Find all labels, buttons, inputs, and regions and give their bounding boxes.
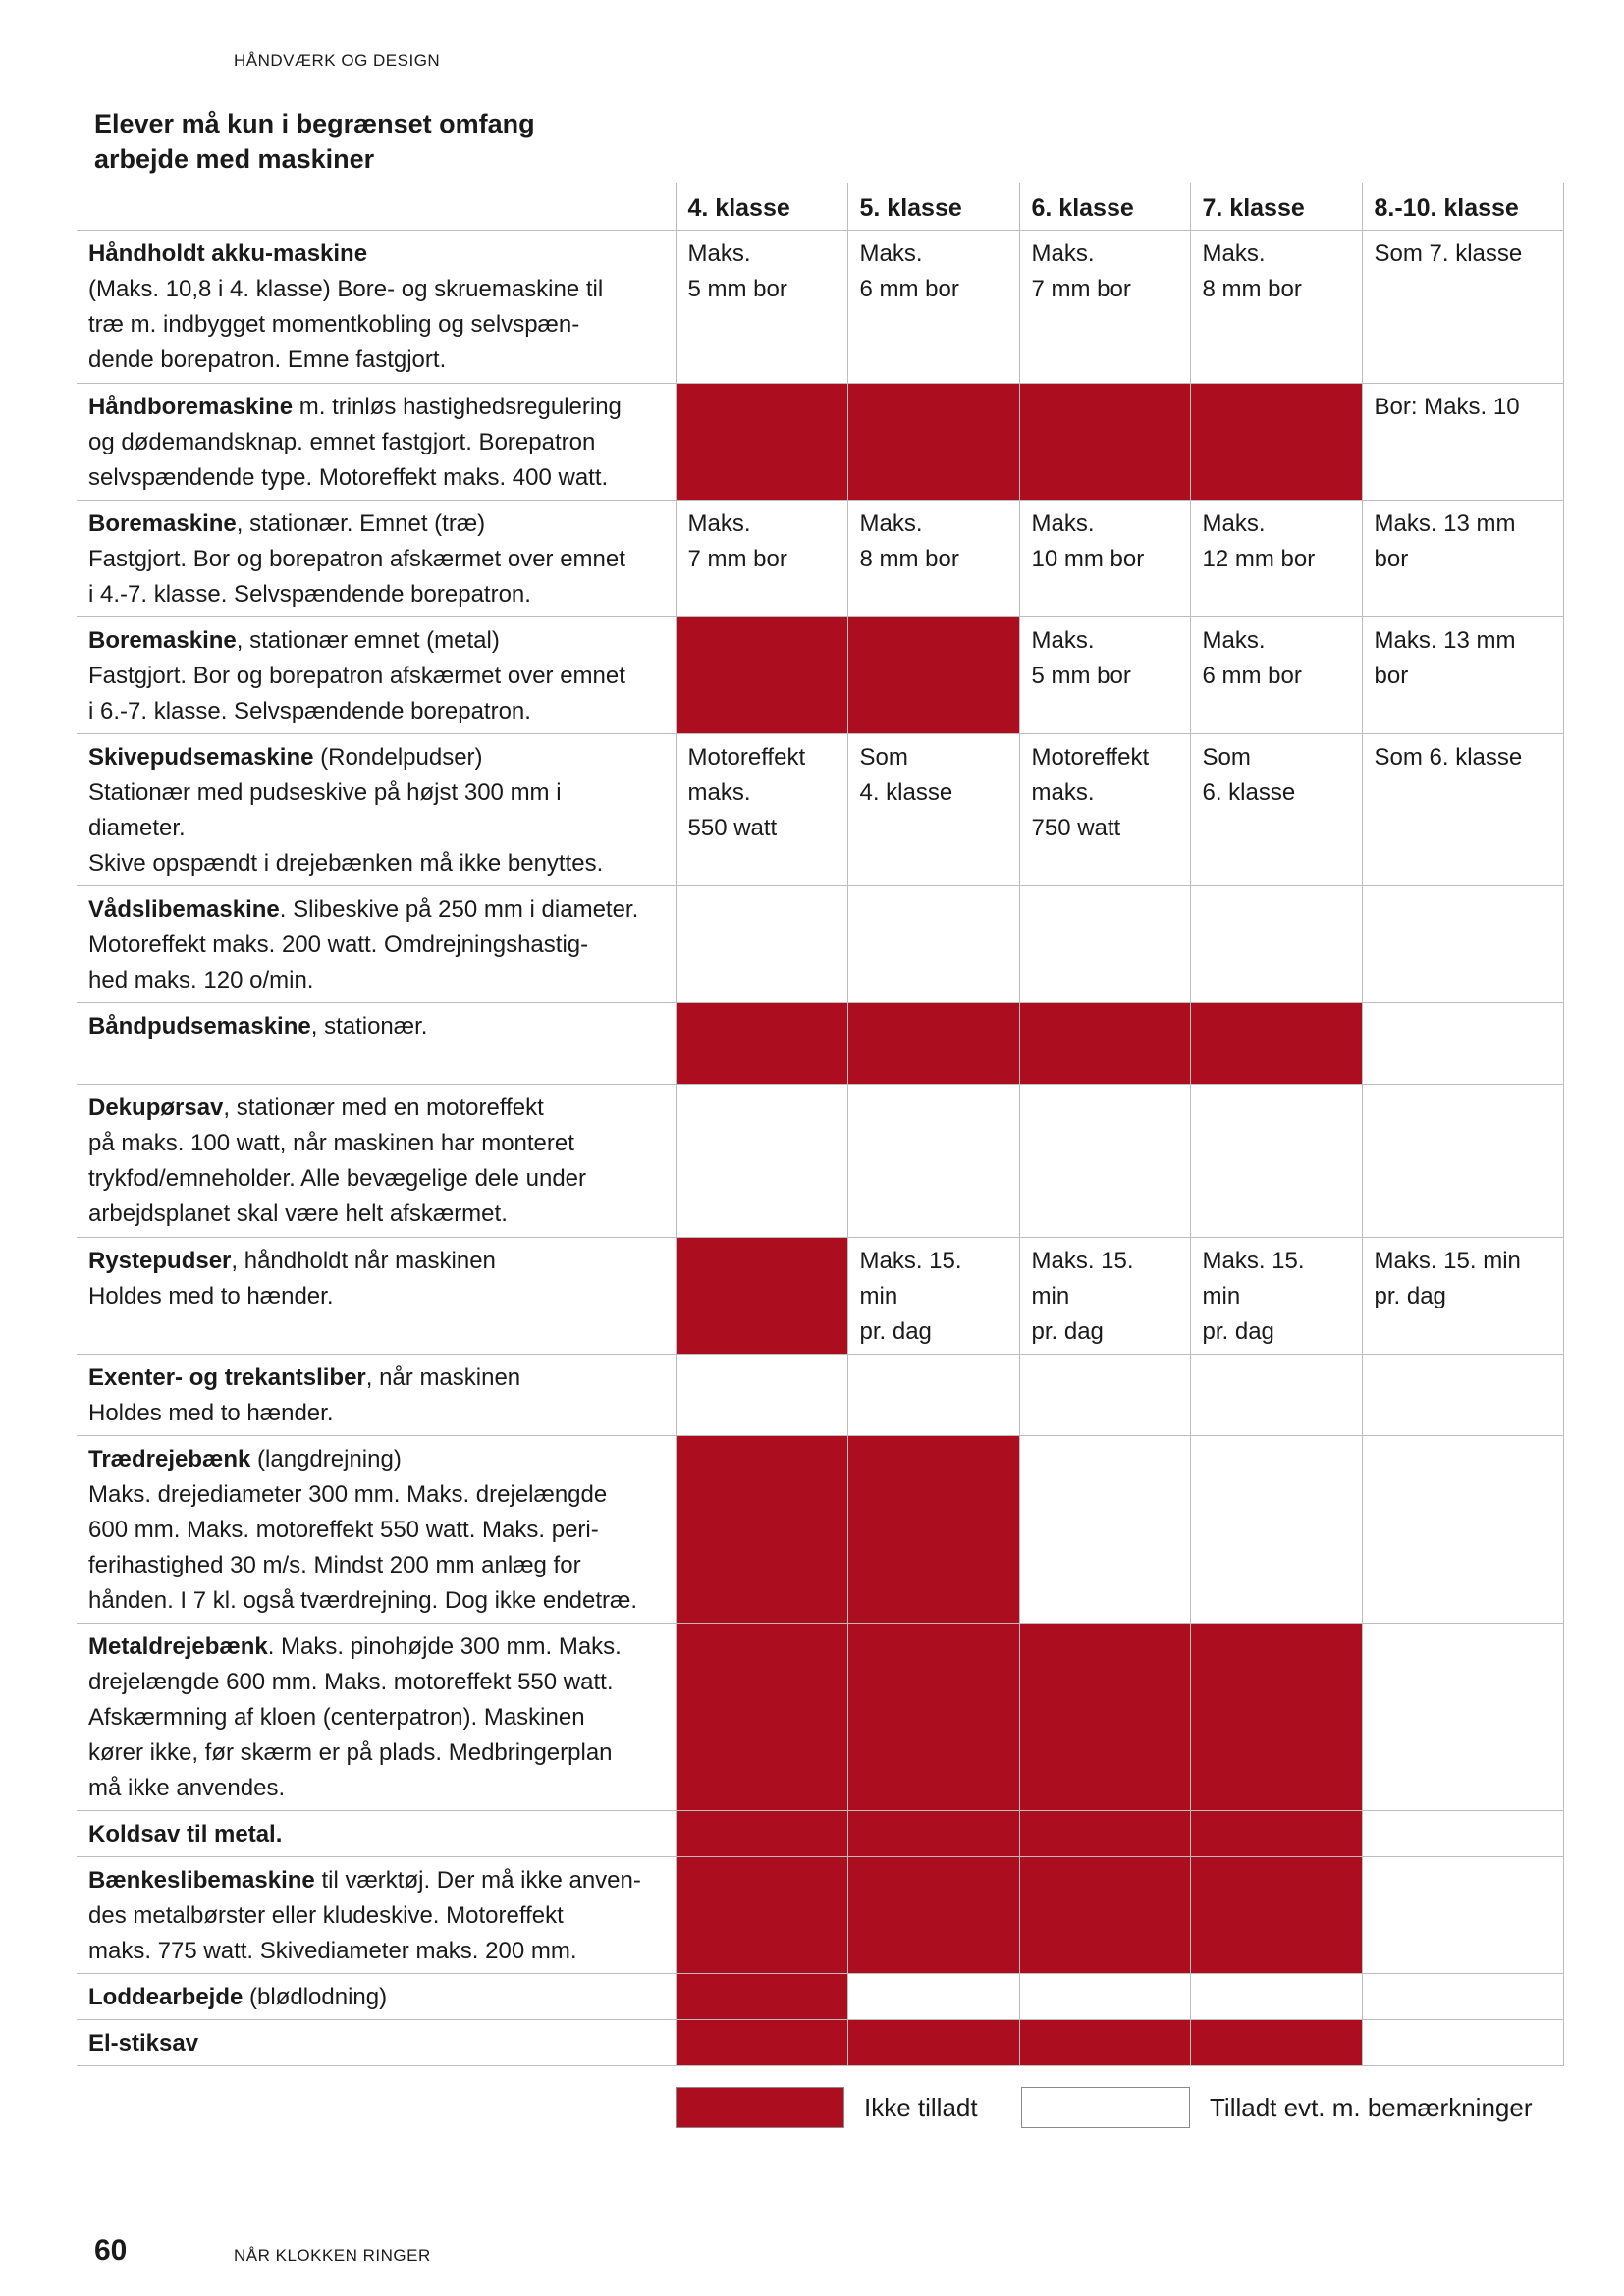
page-title — [94, 106, 644, 177]
cell-text-line: Maks. 15. — [1031, 1248, 1134, 1274]
machine-name: Loddearbejde — [88, 1984, 244, 2010]
allowed-cell — [676, 231, 847, 384]
allowed-cell — [1362, 617, 1563, 734]
column-header: 8.-10. klasse — [1362, 183, 1563, 231]
machine-desc-line: Stationær med pudseskive på højst 300 mm i — [88, 779, 562, 806]
machine-desc-line: Fastgjort. Bor og borepatron afskærmet over emnet — [88, 546, 625, 572]
allowed-cell — [676, 734, 847, 886]
machine-description — [77, 384, 676, 501]
table-row — [77, 384, 1563, 501]
not-allowed-cell — [1019, 1811, 1190, 1857]
cell-text-line: pr. dag — [1202, 1318, 1274, 1345]
cell-text-line: 5 mm bor — [687, 276, 787, 302]
machine-name: Boremaskine — [88, 510, 237, 537]
table-body — [77, 231, 1563, 2066]
machine-desc-line: hånden. I 7 kl. også tværdrejning. Dog ikke endetræ. — [88, 1587, 637, 1614]
machine-desc-first-line: m. trinløs hastighedsregulering — [293, 394, 622, 420]
allowed-cell — [1362, 1857, 1563, 1974]
column-header: 4. klasse — [676, 183, 847, 231]
cell-text-line: Maks. — [687, 510, 751, 537]
allowed-cell — [1362, 1811, 1563, 1857]
machine-desc-first-line: (Rondelpudser) — [313, 744, 483, 771]
machine-rules-table — [77, 183, 1564, 2066]
allowed-cell — [1362, 1436, 1563, 1624]
not-allowed-cell — [676, 1811, 847, 1857]
table-row — [77, 1857, 1563, 1974]
cell-text-line: min — [1202, 1283, 1241, 1309]
machine-name: Exenter- og trekantsliber — [88, 1364, 366, 1391]
machine-desc-line: Afskærmning af kloen (centerpatron). Maskinen — [88, 1704, 585, 1731]
legend-swatch-not-allowed — [676, 2087, 844, 2128]
column-header: 5. klasse — [847, 183, 1019, 231]
not-allowed-cell — [676, 1974, 847, 2020]
machine-name: Koldsav til metal. — [88, 1821, 283, 1847]
cell-text-line: 10 mm bor — [1031, 546, 1145, 572]
allowed-cell — [1190, 1974, 1362, 2020]
machine-name: Båndpudsemaskine — [88, 1013, 311, 1040]
table-row — [77, 2020, 1563, 2066]
allowed-cell — [1019, 886, 1190, 1003]
cell-text-line: Maks. 13 mm — [1374, 510, 1516, 537]
machine-desc-line: drejelængde 600 mm. Maks. motoreffekt 550 watt. — [88, 1669, 614, 1695]
table-row — [77, 1811, 1563, 1857]
machine-desc-line: Motoreffekt maks. 200 watt. Omdrejningshastig- — [88, 932, 589, 958]
allowed-cell — [1362, 231, 1563, 384]
allowed-cell — [1190, 1238, 1362, 1355]
not-allowed-cell — [676, 617, 847, 734]
table-row — [77, 1436, 1563, 1624]
machine-desc-first-line: . Maks. pinohøjde 300 mm. Maks. — [267, 1633, 622, 1660]
not-allowed-cell — [1190, 1624, 1362, 1811]
not-allowed-cell — [1190, 1811, 1362, 1857]
table-row — [77, 1085, 1563, 1238]
machine-desc-first-line: . Slibeskive på 250 mm i diameter. — [279, 896, 639, 923]
machine-desc-line: selvspændende type. Motoreffekt maks. 400 watt. — [88, 464, 609, 491]
cell-text-line: 6 mm bor — [859, 276, 959, 302]
cell-text-line: 7 mm bor — [687, 546, 787, 572]
legend-label-not-allowed: Ikke tilladt — [864, 2093, 978, 2122]
cell-text-line: bor — [1374, 546, 1409, 572]
machine-name: Skivepudsemaskine — [88, 744, 314, 771]
machine-description — [77, 501, 676, 617]
allowed-cell — [1019, 1436, 1190, 1624]
allowed-cell — [847, 1085, 1019, 1238]
not-allowed-cell — [847, 1857, 1019, 1974]
cell-text-line: Maks. 13 mm — [1374, 627, 1516, 654]
table-row — [77, 886, 1563, 1003]
not-allowed-cell — [676, 1003, 847, 1085]
title-line-2: arbejde med maskiner — [94, 144, 375, 174]
cell-text-line: Som — [859, 744, 908, 771]
cell-text-line: Motoreffekt — [1031, 744, 1150, 771]
allowed-cell — [1190, 734, 1362, 886]
machine-desc-first-line: , stationær. — [310, 1013, 428, 1040]
table-row — [77, 1238, 1563, 1355]
machine-desc-line: Holdes med to hænder. — [88, 1283, 334, 1309]
machine-description — [77, 1857, 676, 1974]
allowed-cell — [1190, 231, 1362, 384]
cell-text-line: 750 watt — [1031, 815, 1121, 841]
machine-name: Dekupørsav — [88, 1095, 224, 1121]
not-allowed-cell — [676, 2020, 847, 2066]
cell-text-line: 8 mm bor — [1202, 276, 1302, 302]
cell-text-line: pr. dag — [859, 1318, 932, 1345]
not-allowed-cell — [847, 2020, 1019, 2066]
machine-desc-line: 600 mm. Maks. motoreffekt 550 watt. Maks. peri- — [88, 1517, 599, 1543]
header-row — [77, 183, 1563, 231]
page-number: 60 — [94, 2234, 128, 2267]
allowed-cell — [1362, 734, 1563, 886]
allowed-cell — [1019, 617, 1190, 734]
cell-text-line: Maks. — [1031, 240, 1095, 267]
machine-name: Boremaskine — [88, 627, 237, 654]
allowed-cell — [847, 886, 1019, 1003]
machine-desc-line: og dødemandsknap. emnet fastgjort. Borepatron — [88, 429, 596, 455]
machine-description — [77, 1811, 676, 1857]
machine-desc-line: ferihastighed 30 m/s. Mindst 200 mm anlæg for — [88, 1552, 581, 1578]
table-row — [77, 617, 1563, 734]
machine-desc-line: Fastgjort. Bor og borepatron afskærmet over emnet — [88, 663, 625, 689]
machine-desc-first-line: til værktøj. Der må ikke anven- — [314, 1867, 641, 1894]
machine-name: Rystepudser — [88, 1248, 232, 1274]
allowed-cell — [847, 231, 1019, 384]
not-allowed-cell — [1019, 2020, 1190, 2066]
legend-label-allowed: Tilladt evt. m. bemærkninger — [1210, 2093, 1533, 2122]
allowed-cell — [1019, 1355, 1190, 1436]
not-allowed-cell — [1019, 1857, 1190, 1974]
allowed-cell — [1019, 1974, 1190, 2020]
cell-text-line: Maks. — [1031, 510, 1095, 537]
allowed-cell — [1362, 1238, 1563, 1355]
machine-description — [77, 1003, 676, 1085]
cell-text-line: Maks. — [1202, 627, 1266, 654]
machine-desc-line: Maks. drejediameter 300 mm. Maks. drejelængde — [88, 1481, 608, 1508]
table-row — [77, 1624, 1563, 1811]
cell-text-line: Maks. 15. — [1202, 1248, 1305, 1274]
machine-desc-first-line: , håndholdt når maskinen — [231, 1248, 496, 1274]
not-allowed-cell — [1019, 1624, 1190, 1811]
cell-text-line: Maks. — [1031, 627, 1095, 654]
allowed-cell — [1190, 1436, 1362, 1624]
cell-text-line: Maks. — [687, 240, 751, 267]
not-allowed-cell — [847, 617, 1019, 734]
not-allowed-cell — [1019, 384, 1190, 501]
column-header: 6. klasse — [1019, 183, 1190, 231]
not-allowed-cell — [1190, 1857, 1362, 1974]
not-allowed-cell — [1190, 2020, 1362, 2066]
allowed-cell — [1362, 1003, 1563, 1085]
not-allowed-cell — [1019, 1003, 1190, 1085]
cell-text-line: 5 mm bor — [1031, 663, 1131, 689]
machine-description — [77, 1238, 676, 1355]
running-header: HÅNDVÆRK OG DESIGN — [234, 51, 441, 70]
allowed-cell — [1190, 1355, 1362, 1436]
machine-desc-line: diameter. — [88, 815, 186, 841]
cell-text-line: Maks. — [1202, 510, 1266, 537]
cell-text-line: pr. dag — [1374, 1283, 1446, 1309]
not-allowed-cell — [847, 1003, 1019, 1085]
allowed-cell — [847, 1355, 1019, 1436]
cell-text-line: Som — [1202, 744, 1251, 771]
cell-text-line: 7 mm bor — [1031, 276, 1131, 302]
machine-desc-line: må ikke anvendes. — [88, 1775, 286, 1801]
allowed-cell — [847, 734, 1019, 886]
machine-desc-line: i 4.-7. klasse. Selvspændende borepatron. — [88, 581, 531, 608]
allowed-cell — [1019, 1085, 1190, 1238]
allowed-cell — [1362, 1624, 1563, 1811]
running-footer: NÅR KLOKKEN RINGER — [234, 2246, 431, 2265]
machine-description — [77, 1624, 676, 1811]
machine-desc-first-line: (blødlodning) — [243, 1984, 388, 2010]
table-row — [77, 1003, 1563, 1085]
machine-desc-first-line: , når maskinen — [365, 1364, 521, 1391]
allowed-cell — [1190, 617, 1362, 734]
header-blank-cell — [77, 183, 676, 231]
table-row — [77, 1355, 1563, 1436]
cell-text-line: 550 watt — [687, 815, 778, 841]
allowed-cell — [1362, 886, 1563, 1003]
machine-desc-line: des metalbørster eller kludeskive. Motoreffekt — [88, 1902, 564, 1929]
machine-name: El-stiksav — [88, 2030, 199, 2056]
machine-desc-line: maks. 775 watt. Skivediameter maks. 200 mm. — [88, 1938, 577, 1964]
allowed-cell — [1362, 1085, 1563, 1238]
machine-desc-line — [88, 1044, 666, 1080]
cell-text-line: Maks. 15. — [859, 1248, 962, 1274]
allowed-cell — [1190, 501, 1362, 617]
machine-description — [77, 1436, 676, 1624]
machine-desc-first-line: (langdrejning) — [250, 1446, 402, 1472]
machine-desc-first-line: , stationær emnet (metal) — [236, 627, 500, 654]
allowed-cell — [1019, 501, 1190, 617]
cell-text-line: Maks. 15. min — [1374, 1248, 1521, 1274]
machine-desc-first-line: , stationær. Emnet (træ) — [236, 510, 486, 537]
allowed-cell — [1362, 501, 1563, 617]
cell-text-line: Maks. — [1202, 240, 1266, 267]
not-allowed-cell — [676, 1436, 847, 1624]
table-row — [77, 1974, 1563, 2020]
not-allowed-cell — [676, 1624, 847, 1811]
machine-name: Bænkeslibemaskine — [88, 1867, 315, 1894]
not-allowed-cell — [847, 384, 1019, 501]
machine-description — [77, 886, 676, 1003]
cell-text-line: maks. — [687, 779, 751, 806]
table-row — [77, 231, 1563, 384]
cell-text-line: Maks. — [859, 240, 923, 267]
not-allowed-cell — [847, 1624, 1019, 1811]
allowed-cell — [676, 886, 847, 1003]
machine-description — [77, 231, 676, 384]
machine-name: Håndholdt akku-maskine — [88, 240, 368, 267]
cell-text-line: min — [859, 1283, 898, 1309]
machine-desc-line: trykfod/emneholder. Alle bevægelige dele under — [88, 1165, 586, 1192]
allowed-cell — [847, 501, 1019, 617]
cell-text-line: bor — [1374, 663, 1409, 689]
allowed-cell — [1190, 886, 1362, 1003]
machine-desc-line: arbejdsplanet skal være helt afskærmet. — [88, 1201, 508, 1227]
cell-text-line: Maks. — [859, 510, 923, 537]
cell-text-line: 8 mm bor — [859, 546, 959, 572]
allowed-cell — [847, 1238, 1019, 1355]
machine-desc-line: på maks. 100 watt, når maskinen har monteret — [88, 1130, 574, 1156]
allowed-cell — [676, 1085, 847, 1238]
machine-name: Vådslibemaskine — [88, 896, 280, 923]
machine-name: Metaldrejebænk — [88, 1633, 268, 1660]
cell-text-line: Som 7. klasse — [1374, 240, 1523, 267]
not-allowed-cell — [676, 1238, 847, 1355]
cell-text-line: pr. dag — [1031, 1318, 1104, 1345]
table-row — [77, 501, 1563, 617]
machine-desc-line: dende borepatron. Emne fastgjort. — [88, 347, 447, 373]
not-allowed-cell — [1190, 1003, 1362, 1085]
machine-name: Håndboremaskine — [88, 394, 294, 420]
machine-desc-line: Holdes med to hænder. — [88, 1400, 334, 1426]
not-allowed-cell — [847, 1811, 1019, 1857]
allowed-cell — [1362, 2020, 1563, 2066]
allowed-cell — [1362, 1974, 1563, 2020]
machine-description — [77, 734, 676, 886]
column-header: 7. klasse — [1190, 183, 1362, 231]
allowed-cell — [676, 1355, 847, 1436]
table-row — [77, 734, 1563, 886]
machine-desc-line: i 6.-7. klasse. Selvspændende borepatron. — [88, 698, 531, 724]
cell-text-line: 4. klasse — [859, 779, 953, 806]
machine-description — [77, 1974, 676, 2020]
cell-text-line: Motoreffekt — [687, 744, 806, 771]
machine-description — [77, 617, 676, 734]
machine-desc-line: træ m. indbygget momentkobling og selvspæn- — [88, 311, 580, 338]
cell-text-line: Som 6. klasse — [1374, 744, 1523, 771]
allowed-cell — [1362, 1355, 1563, 1436]
cell-text-line: 6 mm bor — [1202, 663, 1302, 689]
machine-name: Trædrejebænk — [88, 1446, 251, 1472]
machine-desc-line: (Maks. 10,8 i 4. klasse) Bore- og skruemaskine til — [88, 276, 604, 302]
allowed-cell — [1362, 384, 1563, 501]
cell-text-line: 12 mm bor — [1202, 546, 1316, 572]
legend-swatch-allowed — [1021, 2087, 1190, 2128]
allowed-cell — [1019, 734, 1190, 886]
cell-text-line: 6. klasse — [1202, 779, 1296, 806]
title-line-1: Elever må kun i begrænset omfang — [94, 109, 535, 138]
cell-text-line: maks. — [1031, 779, 1095, 806]
machine-description — [77, 1355, 676, 1436]
cell-text-line: Bor: Maks. 10 — [1374, 394, 1520, 420]
machine-desc-first-line: , stationær med en motoreffekt — [223, 1095, 544, 1121]
allowed-cell — [1019, 1238, 1190, 1355]
machine-desc-line: Skive opspændt i drejebænken må ikke benyttes. — [88, 850, 604, 877]
cell-text-line: min — [1031, 1283, 1070, 1309]
not-allowed-cell — [1190, 384, 1362, 501]
not-allowed-cell — [676, 384, 847, 501]
allowed-cell — [1019, 231, 1190, 384]
machine-desc-line: hed maks. 120 o/min. — [88, 967, 314, 993]
not-allowed-cell — [847, 1436, 1019, 1624]
machine-description — [77, 1085, 676, 1238]
allowed-cell — [1190, 1085, 1362, 1238]
allowed-cell — [847, 1974, 1019, 2020]
machine-description — [77, 2020, 676, 2066]
machine-desc-line: kører ikke, før skærm er på plads. Medbringerplan — [88, 1739, 613, 1766]
not-allowed-cell — [676, 1857, 847, 1974]
allowed-cell — [676, 501, 847, 617]
